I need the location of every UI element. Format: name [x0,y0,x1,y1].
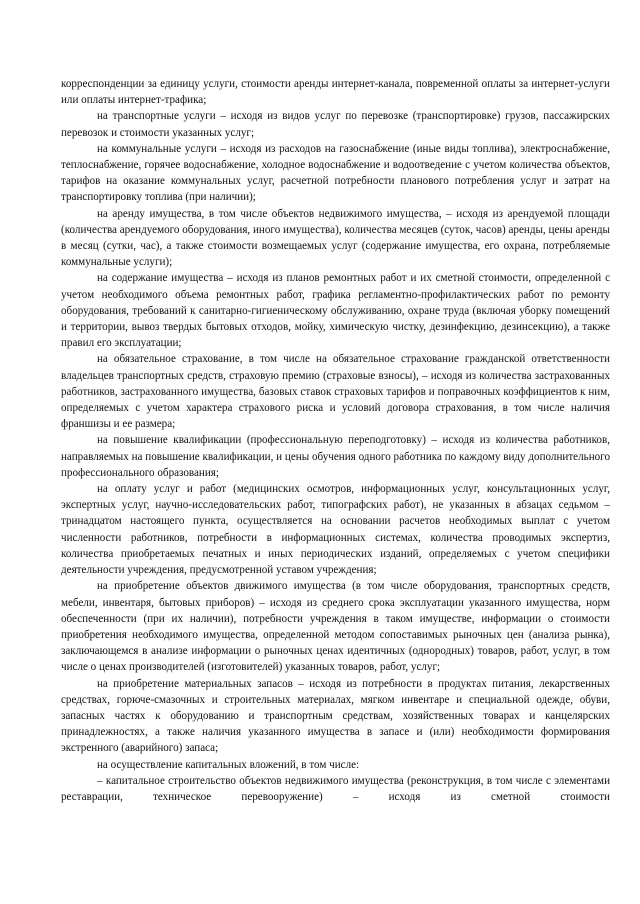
paragraph-property-maintenance: на содержание имущества – исходя из планов ремонтных работ и их сметной стоимости, определенной с учетом необходимого объема ремонтных работ, графика регламентно-профилактических работ по ремонту оборудования, требований к санитарно-гигиеническому обслуживанию, охране труда (включая уборку помещений и территории, вывоз твердых бытовых отходов, мойку, химическую чистку, дезинфекцию, дезинсекцию), а также правил его эксплуатации; [61,272,610,350]
paragraph-mandatory-insurance: на обязательное страхование, в том числе на обязательное страхование гражданской ответственности владельцев транспортных средств, страховую премию (страховые взносы), – исходя из количества застрахованных работников, застрахованного имущества, базовых ставок страховых тарифов и поправочных коэффициентов к ним, определяемых с учетом характера страхового риска и условий договора страхования, в том числе наличия франшизы и ее размера; [61,353,610,431]
paragraph-capital-construction: – капитальное строительство объектов недвижимого имущества (реконструкция, в том числе с элементами реставрации, техническое перевооружение) – исходя из сметной стоимости [61,774,610,803]
paragraph-capital-investments: на осуществление капитальных вложений, в том числе: [97,758,360,771]
paragraph-material-supplies: на приобретение материальных запасов – исходя из потребности в продуктах питания, лекарственных средствах, горюче-смазочных и строительных материалах, мягком инвентаре и специальной одежде, обуви, запасных частях к оборудованию и транспортным средствам, хозяйственных товарах и канцелярских принадлежностях, а также наличия указанного имущества в запасе и (или) необходимости формирования экстренного (аварийного) запаса; [61,677,610,755]
paragraph-continuation: корреспонденции за единицу услуги, стоимости аренды интернет-канала, повременной оплаты за интернет-услуги или оплаты интернет-трафика; [61,78,610,107]
paragraph-transport-services: на транспортные услуги – исходя из видов услуг по перевозке (транспортировке) грузов, пассажирских перевозок и стоимости указанных услуг; [61,110,610,139]
paragraph-utilities: на коммунальные услуги – исходя из расходов на газоснабжение (иные виды топлива), электроснабжение, теплоснабжение, горячее водоснабжение, холодное водоснабжение и водоотведение с учетом количества объектов, тарифов на оказание коммунальных услуг, расчетной потребности планового потребления услуг и затрат на транспортировку топлива (при наличии); [61,142,610,204]
document-page [61,76,610,805]
paragraph-property-rent: на аренду имущества, в том числе объектов недвижимого имущества, – исходя из арендуемой площади (количества арендуемого оборудования, иного имущества), количества месяцев (суток, часов) аренды, цены аренды в месяц (сутки, час), а также стоимости возмещаемых услуг (содержание имущества, его охрана, потребляемые коммунальные услуги); [61,207,610,269]
paragraph-movable-property: на приобретение объектов движимого имущества (в том числе оборудования, транспортных средств, мебели, инвентаря, бытовых приборов) – исходя из среднего срока эксплуатации указанного имущества, норм обеспеченности (при их наличии), потребности учреждения в таком имуществе, информации о стоимости приобретения необходимого имущества, определенной методом сопоставимых рыночных цен (анализа рынка), заключающемся в анализе информации о рыночных ценах идентичных (однородных) товаров, работ, услуг, в том числе о ценах производителей (изготовителей) указанных товаров, работ, услуг; [61,580,610,674]
paragraph-qualification-training: на повышение квалификации (профессиональную переподготовку) – исходя из количества работников, направляемых на повышение квалификации, и цены обучения одного работника по каждому виду дополнительного профессионального образования; [61,434,610,479]
paragraph-services-and-works: на оплату услуг и работ (медицинских осмотров, информационных услуг, консультационных услуг, экспертных услуг, научно-исследовательских работ, типографских работ), не указанных в абзацах седьмом – тринадцатом настоящего пункта, осуществляется на основании расчетов необходимых выплат с учетом численности работников, потребности в информационных системах, количества проводимых экспертиз, количества приобретаемых печатных и иных периодических изданий, определяемых с учетом специфики деятельности учреждения, предусмотренной уставом учреждения; [61,483,610,577]
